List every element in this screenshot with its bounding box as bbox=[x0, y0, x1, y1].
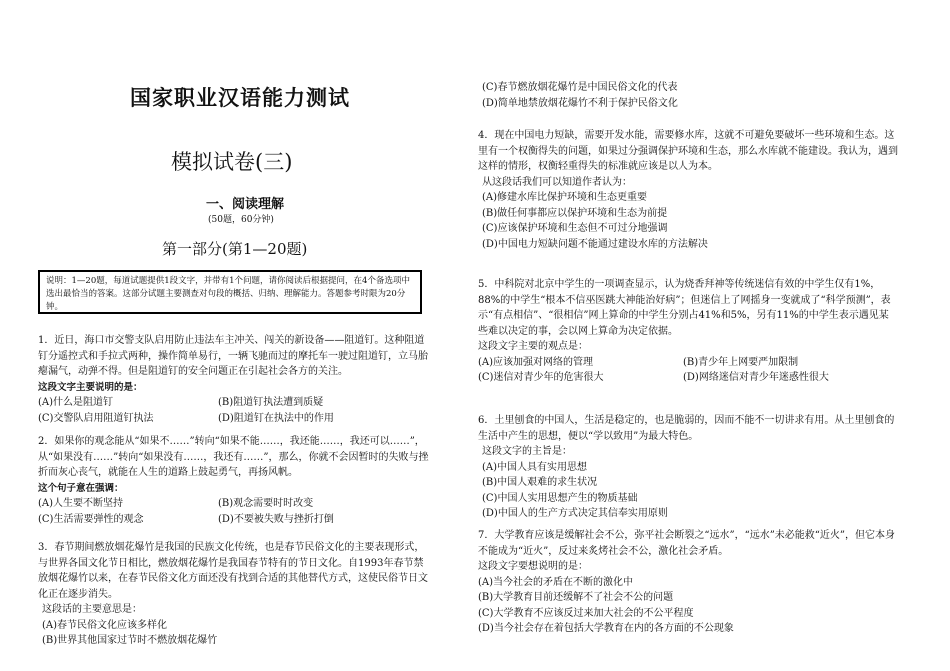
question-prompt: 这个句子意在强调： bbox=[38, 482, 124, 494]
question-prompt: 这段文字主要说明的是： bbox=[38, 381, 143, 393]
instructions-box: 说明：1—20题，每道试题提供1段文字，并带有1个问题，请你阅读后根据提问，在4个备选项中选出最恰当的答案。这部分试题主要测查对句段的概括、归纳、理解能力。答题参考时限为20分钟。 bbox=[38, 270, 422, 314]
question-5 bbox=[478, 277, 898, 386]
question-7 bbox=[478, 528, 898, 637]
option-c: (C)交警队启用阻道钉执法 bbox=[38, 412, 154, 424]
option-a: (A)中国人具有实用思想 bbox=[482, 461, 588, 473]
option-b: (B)青少年上网要严加限制 bbox=[683, 356, 799, 368]
option-d: (D)中国人的生产方式决定其信奉实用原则 bbox=[482, 508, 668, 519]
option-d: (D)网络迷信对青少年迷惑性很大 bbox=[683, 372, 829, 383]
option-d: (D)阻道钉在执法中的作用 bbox=[218, 412, 334, 424]
question-text: 6．土里刨食的中国人，生活是稳定的，也是脆弱的，因而不能不一切讲求有用。从土里刨食的生活中产生的思想，便以“学以致用”为最大特色。 bbox=[478, 415, 895, 442]
option-d: (D)中国电力短缺问题不能通过建设水库的方法解决 bbox=[482, 238, 708, 250]
option-c: (C)中国人实用思想产生的物质基础 bbox=[482, 492, 638, 504]
question-3 bbox=[38, 540, 430, 649]
exam-subtitle: 模拟试卷(三) bbox=[171, 150, 293, 174]
option-c: (C)春节燃放烟花爆竹是中国民俗文化的代表 bbox=[482, 82, 678, 93]
exam-title: 国家职业汉语能力测试 bbox=[130, 86, 350, 110]
option-d: (D)简单地禁放烟花爆竹不利于保护民俗文化 bbox=[482, 97, 678, 109]
option-d: (D)当今社会存在着包括大学教育在内的各方面的不公现象 bbox=[478, 623, 734, 634]
question-text: 4．现在中国电力短缺，需要开发水能，需要修水库，这就不可避免要破坏一些环境和生态。这里有一个权衡得失的问题，如果过分强调保护环境和生态，那么水库就不能建设。我认为，遇到这样的情形，权衡轻重得失的标准就应该是以人为本。 bbox=[478, 130, 898, 172]
option-a: (A)应该加强对网络的管理 bbox=[478, 356, 594, 368]
option-b: (B)中国人艰难的求生状况 bbox=[482, 477, 598, 488]
question-6 bbox=[478, 413, 898, 522]
option-c: (C)应该保护环境和生态但不可过分地强调 bbox=[482, 223, 668, 234]
question-prompt: 从这段话我们可以知道作者认为： bbox=[482, 176, 632, 188]
question-3-continued bbox=[478, 80, 898, 111]
question-text: 5．中科院对北京中学生的一项调查显示，认为烧香拜神等传统迷信有效的中学生仅有1%，88%的中学生“根本不信巫医跳大神能治好病”；但迷信上了网摇身一变就成了“科学预测”，表示“有点相信”、“很相信”网上算命的中学生分别占41%和5%，另有11%的中学生表示遇见某些难以决定的事，会以网上算命为决定依据。 bbox=[478, 279, 891, 337]
option-b: (B)做任何事都应以保护环境和生态为前提 bbox=[482, 207, 668, 219]
option-a: (A)人生要不断坚持 bbox=[38, 498, 124, 509]
question-text: 3．春节期间燃放烟花爆竹是我国的民族文化传统，也是春节民俗文化的主要表现形式，与世界各国文化节日相比，燃放烟花爆竹是我国春节特有的节日文化。自1993年春节禁放烟花爆竹以来，在春节民俗文化方面还没有找到合适的其他替代方式，这使民俗节日文化正在逐步消失。 bbox=[38, 542, 428, 600]
section-title: 一、阅读理解 bbox=[206, 197, 285, 212]
section-note: (50题，60分钟) bbox=[208, 215, 274, 225]
option-b: (B)阻道钉执法遭到质疑 bbox=[218, 397, 324, 408]
option-a: (A)什么是阻道钉 bbox=[38, 397, 114, 408]
option-d: (D)不要被失败与挫折打倒 bbox=[218, 513, 334, 525]
part-title: 第一部分(第1—20题) bbox=[162, 240, 308, 258]
option-a: (A)当今社会的矛盾在不断的激化中 bbox=[478, 576, 634, 588]
question-prompt: 这段文字主要的观点是： bbox=[478, 341, 588, 352]
option-b: (B)世界其他国家过节时不燃放烟花爆竹 bbox=[42, 635, 218, 646]
question-text: 7．大学教育应该是缓解社会不公，弥平社会断裂之“远水”，“远水”未必能救“近火”，但它本身不能成为“近火”，反过来炙烤社会不公，激化社会矛盾。 bbox=[478, 530, 896, 557]
question-prompt: 这段话的主要意思是： bbox=[42, 604, 142, 615]
option-c: (C)迷信对青少年的危害很大 bbox=[478, 372, 604, 383]
question-2 bbox=[38, 434, 430, 527]
question-prompt: 这段文字的主旨是： bbox=[482, 446, 572, 457]
option-c: (C)生活需要弹性的观念 bbox=[38, 513, 144, 525]
option-a: (A)修建水库比保护环境和生态更重要 bbox=[482, 192, 648, 203]
option-b: (B)观念需要时时改变 bbox=[218, 498, 314, 509]
question-text: 1．近日，海口市交警支队启用防止违法车主冲关、闯关的新设备——阻道钉。这种阻道钉分遥控式和手拉式两种，操作简单易行，一辆飞驰而过的摩托车一驶过阻道钉，立马胎瘪漏气，动弹不得。但是阻道钉的安全问题正在引起社会各方的关注。 bbox=[38, 335, 428, 377]
option-a: (A)春节民俗文化应该多样化 bbox=[42, 619, 168, 631]
question-4 bbox=[478, 128, 898, 252]
question-text: 2．如果你的观念能从“如果不……”转向“如果不能……，我还能……，我还可以……”，从“如果没有……”转向“如果没有……，我还有……”，那么，你就不会因暂时的失败与挫折而灰心丧气，就能在人生的道路上鼓起勇气，再扬风帆。 bbox=[38, 436, 429, 478]
question-prompt: 这段文字要想说明的是： bbox=[478, 561, 588, 572]
question-1 bbox=[38, 333, 430, 426]
option-b: (B)大学教育目前还缓解不了社会不公的问题 bbox=[478, 592, 674, 603]
option-c: (C)大学教育不应该反过来加大社会的不公平程度 bbox=[478, 607, 694, 619]
